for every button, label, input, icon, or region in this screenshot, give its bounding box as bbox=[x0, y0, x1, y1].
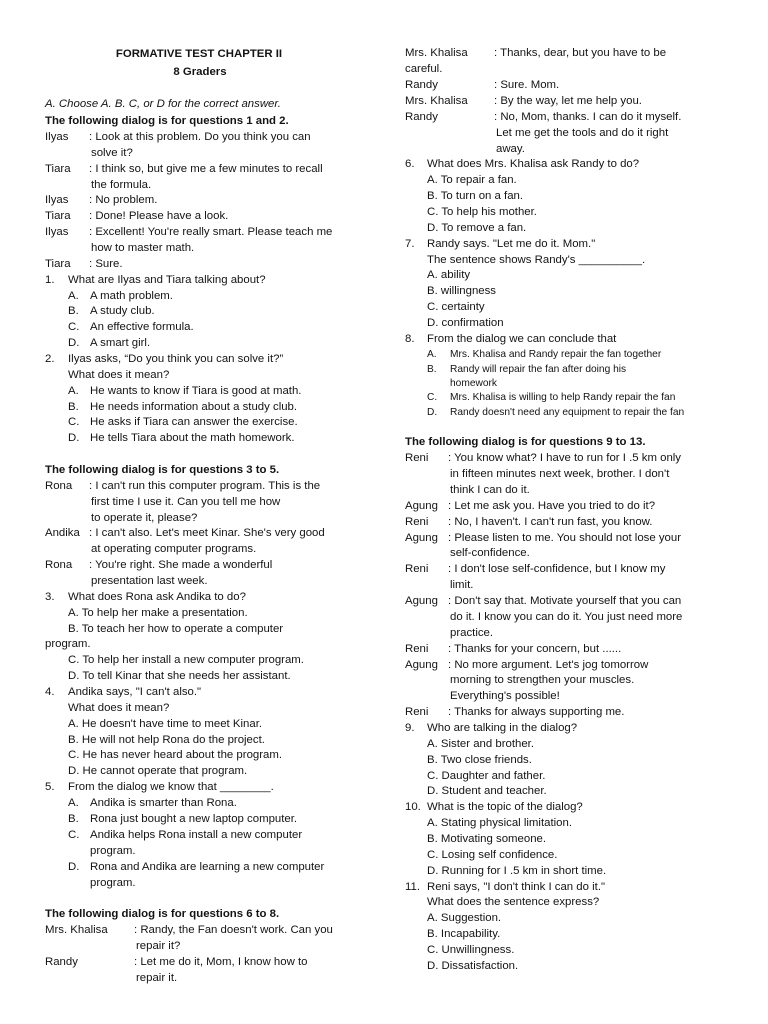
question-text: What does Mrs. Khalisa ask Randy to do? bbox=[427, 158, 640, 170]
speaker: Ilyas bbox=[45, 226, 69, 238]
dialog-line: : Randy, the Fan doesn't work. Can you bbox=[134, 924, 333, 936]
question-text: What does it mean? bbox=[68, 369, 170, 381]
question-text: Randy says. "Let me do it. Mom." bbox=[427, 238, 596, 250]
dialog-line: : No problem. bbox=[89, 194, 158, 206]
option-text: Mrs. Khalisa and Randy repair the fan together bbox=[450, 349, 662, 360]
speaker: Randy bbox=[45, 956, 78, 968]
dialog-line: : I don't lose self-confidence, but I know my bbox=[448, 563, 666, 575]
option-text: C. Losing self confidence. bbox=[427, 849, 558, 861]
speaker: Agung bbox=[405, 500, 438, 512]
option-text: Andika is smarter than Rona. bbox=[90, 797, 237, 809]
dialog-line: : Sure. Mom. bbox=[494, 79, 560, 91]
option-letter: D. bbox=[427, 407, 438, 418]
option-letter: C. bbox=[68, 321, 80, 333]
question-number: 2. bbox=[45, 353, 55, 365]
speaker: Reni bbox=[405, 516, 429, 528]
question-number: 10. bbox=[405, 801, 421, 813]
option-text: Rona just bought a new laptop computer. bbox=[90, 813, 298, 825]
option-text: C. He has never heard about the program. bbox=[68, 749, 283, 761]
option-text: B. Two close friends. bbox=[427, 754, 532, 766]
question-number: 11. bbox=[405, 881, 420, 893]
speaker: Mrs. Khalisa bbox=[45, 924, 108, 936]
question-number: 6. bbox=[405, 158, 415, 170]
option-letter: C. bbox=[68, 829, 80, 841]
option-text: An effective formula. bbox=[90, 321, 194, 333]
speaker: Agung bbox=[405, 595, 438, 607]
question-number: 4. bbox=[45, 686, 55, 698]
dialog-line: limit. bbox=[450, 579, 474, 591]
speaker: Ilyas bbox=[45, 194, 69, 206]
dialog-line: presentation last week. bbox=[91, 575, 208, 587]
question-number: 9. bbox=[405, 722, 415, 734]
option-text: C. certainty bbox=[427, 301, 485, 313]
speaker: Tiara bbox=[45, 258, 71, 270]
option-text: C. To help her install a new computer program. bbox=[68, 654, 304, 666]
option-text: D. To remove a fan. bbox=[427, 222, 527, 234]
speaker: Rona bbox=[45, 480, 73, 492]
option-text: B. To turn on a fan. bbox=[427, 190, 524, 202]
dialog-line: : Let me ask you. Have you tried to do it? bbox=[448, 500, 656, 512]
speaker: Reni bbox=[405, 452, 429, 464]
option-letter: D. bbox=[68, 432, 80, 444]
question-number: 5. bbox=[45, 781, 55, 793]
option-text: B. Incapability. bbox=[427, 928, 501, 940]
option-text: B. He will not help Rona do the project. bbox=[68, 734, 265, 746]
speaker: Mrs. Khalisa bbox=[405, 47, 468, 59]
speaker: Tiara bbox=[45, 163, 71, 175]
option-text: A math problem. bbox=[90, 290, 173, 302]
option-text: D. He cannot operate that program. bbox=[68, 765, 248, 777]
dialog-line: at operating computer programs. bbox=[91, 543, 257, 555]
option-letter: A. bbox=[68, 797, 79, 809]
option-text: D. confirmation bbox=[427, 317, 504, 329]
dialog-line: Everything's possible! bbox=[450, 690, 560, 702]
dialog-line: in fifteen minutes next week, brother. I don't bbox=[450, 468, 670, 480]
question-number: 1. bbox=[45, 274, 55, 286]
option-letter: A. bbox=[68, 385, 79, 397]
option-text: He wants to know if Tiara is good at math. bbox=[90, 385, 302, 397]
dialog-line: repair it? bbox=[136, 940, 181, 952]
option-text: D. Dissatisfaction. bbox=[427, 960, 519, 972]
speaker: Ilyas bbox=[45, 131, 69, 143]
speaker: Tiara bbox=[45, 210, 71, 222]
option-text: A. To help her make a presentation. bbox=[68, 607, 248, 619]
option-text: Andika helps Rona install a new computer bbox=[90, 829, 303, 841]
option-letter: B. bbox=[68, 813, 79, 825]
option-text: B. willingness bbox=[427, 285, 497, 297]
dialog-line: solve it? bbox=[91, 147, 133, 159]
dialog-line: think I can do it. bbox=[450, 484, 530, 496]
option-text: C. Daughter and father. bbox=[427, 770, 546, 782]
dialog-line: : I think so, but give me a few minutes to recall bbox=[89, 163, 323, 175]
instruction: A. Choose A. B. C, or D for the correct answer. bbox=[45, 98, 281, 110]
question-text: What does Rona ask Andika to do? bbox=[68, 591, 246, 603]
option-text: program. bbox=[90, 845, 136, 857]
option-letter: A. bbox=[68, 290, 79, 302]
option-letter: C. bbox=[427, 392, 438, 403]
option-text: He tells Tiara about the math homework. bbox=[90, 432, 295, 444]
option-text: D. Student and teacher. bbox=[427, 785, 547, 797]
option-letter: D. bbox=[68, 861, 80, 873]
speaker: Reni bbox=[405, 563, 429, 575]
dialog-line: : Thanks, dear, but you have to be bbox=[494, 47, 667, 59]
dialog-intro: The following dialog is for questions 9 to 13. bbox=[405, 436, 646, 448]
question-text: Ilyas asks, “Do you think you can solve it?” bbox=[68, 353, 284, 365]
dialog-line: away. bbox=[496, 143, 525, 155]
option-text: C. To help his mother. bbox=[427, 206, 537, 218]
question-text: From the dialog we can conclude that bbox=[427, 333, 617, 345]
dialog-line: : Thanks for always supporting me. bbox=[448, 706, 625, 718]
question-number: 7. bbox=[405, 238, 415, 250]
option-text: homework bbox=[450, 378, 497, 389]
speaker: Agung bbox=[405, 532, 438, 544]
option-text: A. Suggestion. bbox=[427, 912, 502, 924]
question-text: What does it mean? bbox=[68, 702, 170, 714]
option-text: C. Unwillingness. bbox=[427, 944, 515, 956]
dialog-line: : Look at this problem. Do you think you can bbox=[89, 131, 311, 143]
dialog-line: self-confidence. bbox=[450, 547, 530, 559]
question-text: What is the topic of the dialog? bbox=[427, 801, 583, 813]
speaker: Andika bbox=[45, 527, 80, 539]
dialog-line: : Thanks for your concern, but ...... bbox=[448, 643, 622, 655]
dialog-line: morning to strengthen your muscles. bbox=[450, 674, 635, 686]
option-text: D. Running for I .5 km in short time. bbox=[427, 865, 607, 877]
question-text: Andika says, "I can't also." bbox=[68, 686, 202, 698]
option-letter: D. bbox=[68, 337, 80, 349]
speaker: Mrs. Khalisa bbox=[405, 95, 468, 107]
dialog-line: : No, I haven't. I can't run fast, you know. bbox=[448, 516, 653, 528]
dialog-line: Let me get the tools and do it right bbox=[496, 127, 669, 139]
option-letter: C. bbox=[68, 416, 80, 428]
dialog-line: practice. bbox=[450, 627, 494, 639]
page-title: FORMATIVE TEST CHAPTER II bbox=[115, 48, 283, 60]
dialog-intro: The following dialog is for questions 3 to 5. bbox=[45, 464, 280, 476]
question-text: Reni says, "I don't think I can do it." bbox=[427, 881, 606, 893]
question-text: From the dialog we know that ________. bbox=[68, 781, 274, 793]
dialog-line: : Done! Please have a look. bbox=[89, 210, 229, 222]
page-subtitle: 8 Graders bbox=[173, 66, 227, 78]
question-text: What are Ilyas and Tiara talking about? bbox=[68, 274, 266, 286]
speaker: Agung bbox=[405, 659, 438, 671]
dialog-line: how to master math. bbox=[91, 242, 195, 254]
option-text: D. To tell Kinar that she needs her assistant. bbox=[68, 670, 291, 682]
dialog-line: first time I use it. Can you tell me how bbox=[91, 496, 281, 508]
question-text: What does the sentence express? bbox=[427, 896, 600, 908]
speaker: Rona bbox=[45, 559, 73, 571]
option-letter: B. bbox=[68, 401, 79, 413]
dialog-line: : Excellent! You're really smart. Please teach me bbox=[89, 226, 333, 238]
dialog-line: do it. I know you can do it. You just need more bbox=[450, 611, 683, 623]
question-text: Who are talking in the dialog? bbox=[427, 722, 578, 734]
option-text: He asks if Tiara can answer the exercise. bbox=[90, 416, 298, 428]
option-text: Randy doesn't need any equipment to repair the fan bbox=[450, 407, 685, 418]
option-text: B. Motivating someone. bbox=[427, 833, 547, 845]
speaker: Reni bbox=[405, 706, 429, 718]
option-text: Rona and Andika are learning a new computer bbox=[90, 861, 325, 873]
question-number: 3. bbox=[45, 591, 55, 603]
option-text: B. To teach her how to operate a computer bbox=[68, 623, 284, 635]
option-text: A study club. bbox=[90, 305, 155, 317]
dialog-line: : By the way, let me help you. bbox=[494, 95, 642, 107]
dialog-line: : You're right. She made a wonderful bbox=[89, 559, 273, 571]
dialog-line: : I can't run this computer program. This is the bbox=[89, 480, 321, 492]
option-text: He needs information about a study club. bbox=[90, 401, 298, 413]
dialog-line: careful. bbox=[405, 63, 443, 75]
dialog-line: : Please listen to me. You should not lose your bbox=[448, 532, 682, 544]
dialog-line: : No more argument. Let's jog tomorrow bbox=[448, 659, 649, 671]
option-text: Randy will repair the fan after doing his bbox=[450, 364, 627, 375]
speaker: Randy bbox=[405, 111, 438, 123]
dialog-line: : Sure. bbox=[89, 258, 123, 270]
option-text: A. He doesn't have time to meet Kinar. bbox=[68, 718, 263, 730]
question-number: 8. bbox=[405, 333, 415, 345]
option-text: A smart girl. bbox=[90, 337, 151, 349]
dialog-line: : I can't also. Let's meet Kinar. She's very good bbox=[89, 527, 325, 539]
option-letter: A. bbox=[427, 349, 437, 360]
option-letter: B. bbox=[68, 305, 79, 317]
option-letter: B. bbox=[427, 364, 437, 375]
option-text: program. bbox=[90, 877, 136, 889]
speaker: Reni bbox=[405, 643, 429, 655]
dialog-line: : No, Mom, thanks. I can do it myself. bbox=[494, 111, 682, 123]
dialog-intro: The following dialog is for questions 6 to 8. bbox=[45, 908, 280, 920]
option-text: A. ability bbox=[427, 269, 471, 281]
dialog-line: to operate it, please? bbox=[91, 512, 198, 524]
dialog-line: : You know what? I have to run for I .5 km only bbox=[448, 452, 682, 464]
option-text: A. Stating physical limitation. bbox=[427, 817, 572, 829]
dialog-line: repair it. bbox=[136, 972, 178, 984]
option-text: program. bbox=[45, 638, 91, 650]
dialog-line: : Let me do it, Mom, I know how to bbox=[134, 956, 308, 968]
speaker: Randy bbox=[405, 79, 438, 91]
option-text: A. Sister and brother. bbox=[427, 738, 535, 750]
dialog-intro: The following dialog is for questions 1 and 2. bbox=[45, 115, 289, 127]
dialog-line: the formula. bbox=[91, 179, 152, 191]
question-text: The sentence shows Randy's __________. bbox=[427, 254, 646, 266]
dialog-line: : Don't say that. Motivate yourself that you can bbox=[448, 595, 682, 607]
option-text: Mrs. Khalisa is willing to help Randy repair the fan bbox=[450, 392, 676, 403]
option-text: A. To repair a fan. bbox=[427, 174, 517, 186]
